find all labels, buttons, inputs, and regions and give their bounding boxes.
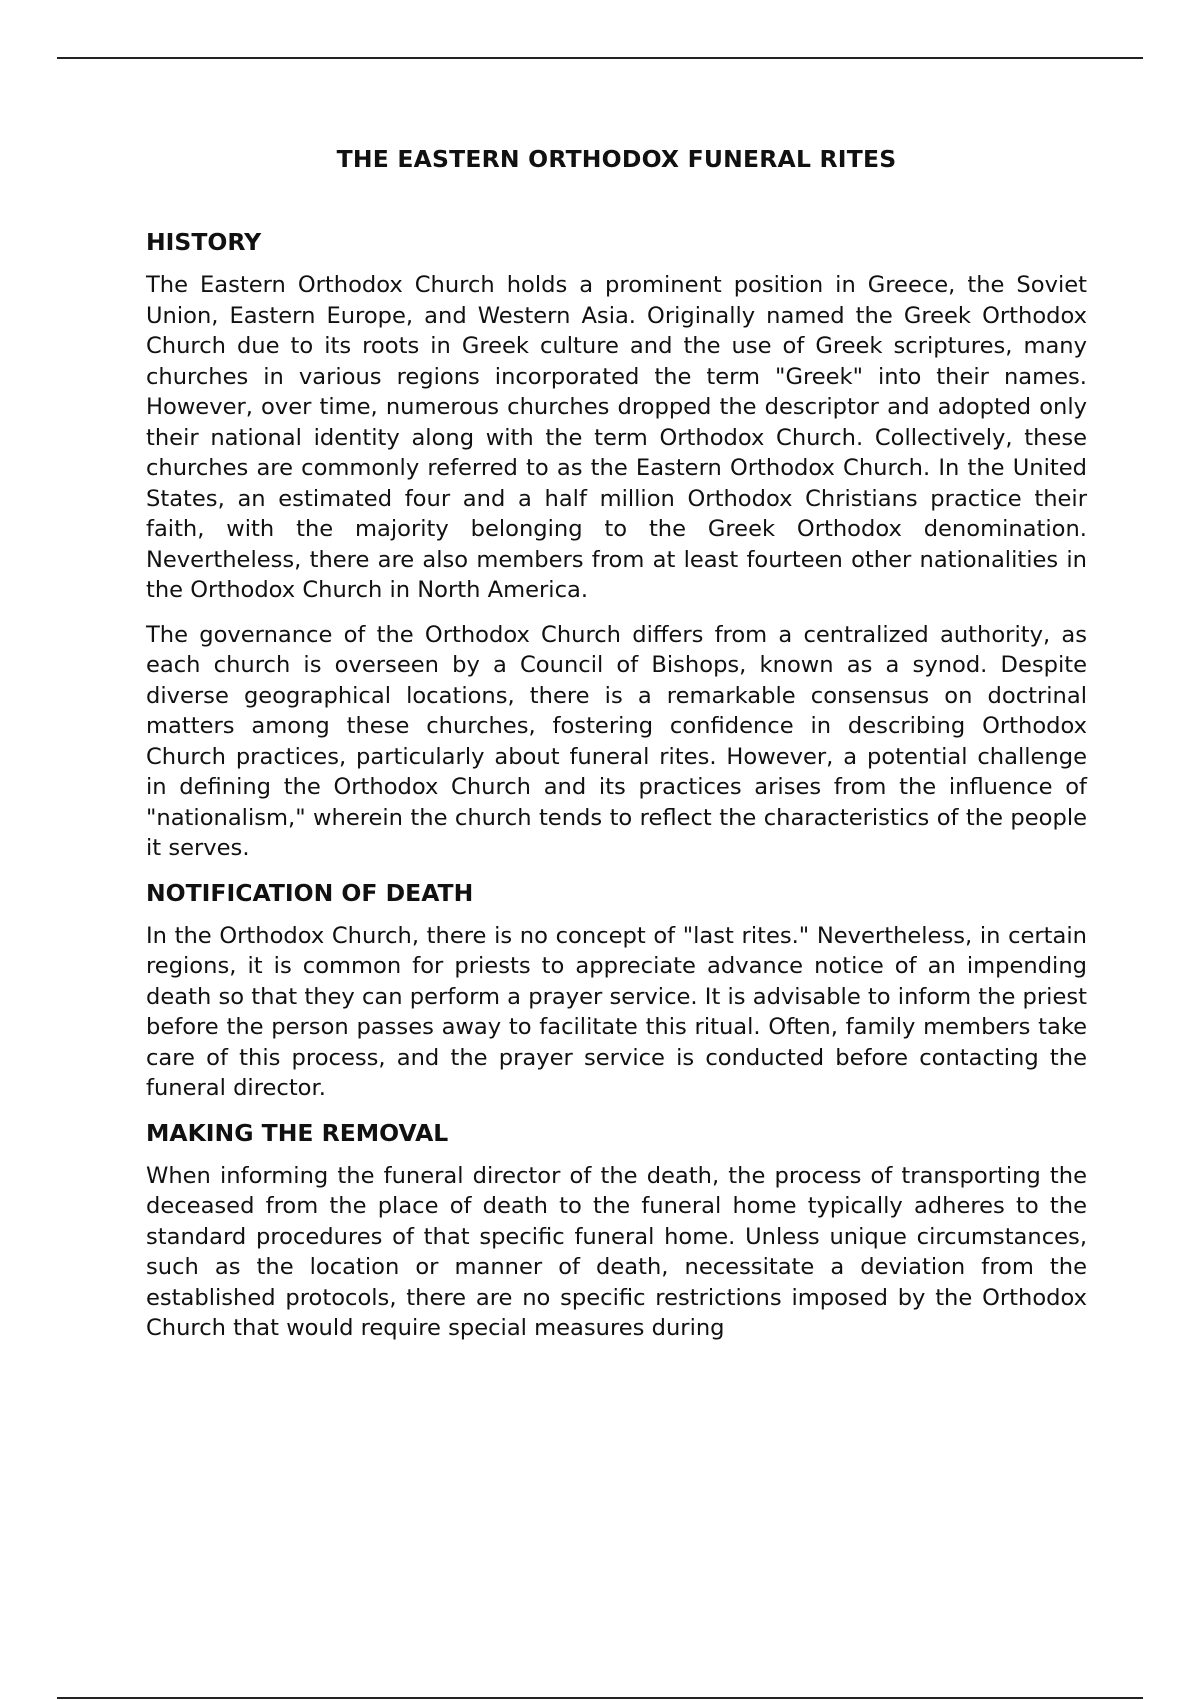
section-history xyxy=(146,227,1087,864)
section-notification-of-death xyxy=(146,878,1087,1104)
paragraph: When informing the funeral director of the death, the process of transporting the deceased from the place of death to the funeral home typically adheres to the standard procedures of that specific funeral home. Unless unique circumstances, such as the location or manner of death, necessitate a deviation from the established protocols, there are no specific restrictions imposed by the Orthodox Church that would require special measures during xyxy=(146,1162,1087,1341)
paragraph: The governance of the Orthodox Church differs from a centralized authority, as each church is overseen by a Council of Bishops, known as a synod. Despite diverse geographical locations, there is a remarkable consensus on doctrinal matters among these churches, fostering confidence in describing Orthodox Church practices, particularly about funeral rites. However, a potential challenge in defining the Orthodox Church and its practices arises from the influence of "nationalism," wherein the church tends to reflect the characteristics of the people it serves. xyxy=(146,621,1087,861)
section-heading: MAKING THE REMOVAL xyxy=(146,1118,449,1147)
bottom-rule xyxy=(57,1697,1143,1699)
paragraph: The Eastern Orthodox Church holds a prominent position in Greece, the Soviet Union, Eastern Europe, and Western Asia. Originally named the Greek Orthodox Church due to its roots in Greek culture and the use of Greek scriptures, many churches in various regions incorporated the term "Greek" into their names. However, over time, numerous churches dropped the descriptor and adopted only their national identity along with the term Orthodox Church. Collectively, these churches are commonly referred to as the Eastern Orthodox Church. In the United States, an estimated four and a half million Orthodox Christians practice their faith, with the majority belonging to the Greek Orthodox denomination. Nevertheless, there are also members from at least fourteen other nationalities in the Orthodox Church in North America. xyxy=(146,272,1087,603)
paragraph: In the Orthodox Church, there is no concept of "last rites." Nevertheless, in certain regions, it is common for priests to appreciate advance notice of an impending death so that they can perform a prayer service. It is advisable to inform the priest before the person passes away to facilitate this ritual. Often, family members take care of this process, and the prayer service is conducted before contacting the funeral director. xyxy=(146,922,1087,1101)
document-title: THE EASTERN ORTHODOX FUNERAL RITES xyxy=(336,145,897,173)
document-body xyxy=(146,142,1087,1344)
top-rule xyxy=(57,57,1143,59)
section-heading: NOTIFICATION OF DEATH xyxy=(146,878,474,907)
section-making-the-removal xyxy=(146,1118,1087,1344)
section-heading: HISTORY xyxy=(146,228,262,256)
